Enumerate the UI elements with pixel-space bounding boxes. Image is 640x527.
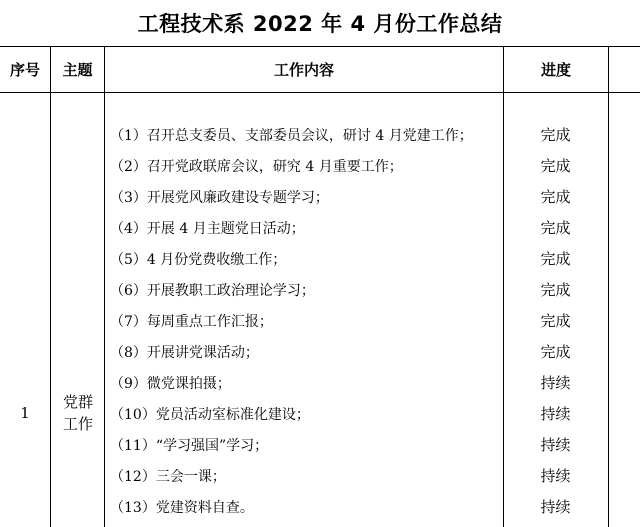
work-item: （8）开展讲党课活动；	[110, 344, 259, 361]
work-item: （6）开展教职工政治理论学习；	[110, 282, 315, 299]
row-seq: 1	[20, 404, 30, 422]
progress-status: 完成	[540, 188, 571, 206]
row-theme	[52, 391, 104, 435]
progress-status: 完成	[540, 312, 571, 330]
work-item: （12）三会一课；	[110, 468, 226, 485]
work-item: （5）4 月份党费收缴工作；	[110, 251, 287, 268]
work-summary-table	[0, 46, 640, 527]
header-progress: 进度	[540, 60, 571, 79]
work-item: （9）微党课拍摄；	[110, 375, 231, 392]
progress-status: 完成	[540, 281, 571, 299]
page-title: 工程技术系 2022 年 4 月份工作总结	[137, 12, 503, 36]
work-item: （7）每周重点工作汇报；	[110, 313, 273, 330]
table-right-border	[608, 46, 609, 527]
progress-status: 完成	[540, 343, 571, 361]
progress-status: 持续	[540, 498, 571, 516]
row-theme-line: 工作	[62, 415, 93, 433]
progress-status: 完成	[540, 250, 571, 268]
header-theme: 主题	[62, 60, 93, 79]
work-item: （11）“学习强国”学习；	[110, 437, 269, 454]
progress-status: 持续	[540, 405, 571, 423]
work-item: （3）开展党风廉政建设专题学习；	[110, 189, 329, 206]
progress-status: 完成	[540, 219, 571, 237]
header-divider	[0, 92, 640, 93]
progress-status: 完成	[540, 157, 571, 175]
column-divider	[50, 46, 51, 527]
work-item: （10）党员活动室标准化建设；	[110, 406, 310, 423]
progress-status: 持续	[540, 436, 571, 454]
work-item: （13）党建资料自查。	[110, 499, 254, 516]
work-item: （1）召开总支委员、支部委员会议，研讨 4 月党建工作；	[110, 127, 473, 144]
progress-status: 持续	[540, 467, 571, 485]
progress-status: 完成	[540, 126, 571, 144]
progress-status: 持续	[540, 374, 571, 392]
column-divider	[104, 46, 105, 527]
header-content: 工作内容	[273, 60, 334, 79]
header-seq: 序号	[9, 60, 40, 79]
work-item: （2）召开党政联席会议，研究 4 月重要工作；	[110, 158, 403, 175]
work-item: （4）开展 4 月主题党日活动；	[110, 220, 305, 237]
row-theme-line: 党群	[62, 393, 93, 411]
